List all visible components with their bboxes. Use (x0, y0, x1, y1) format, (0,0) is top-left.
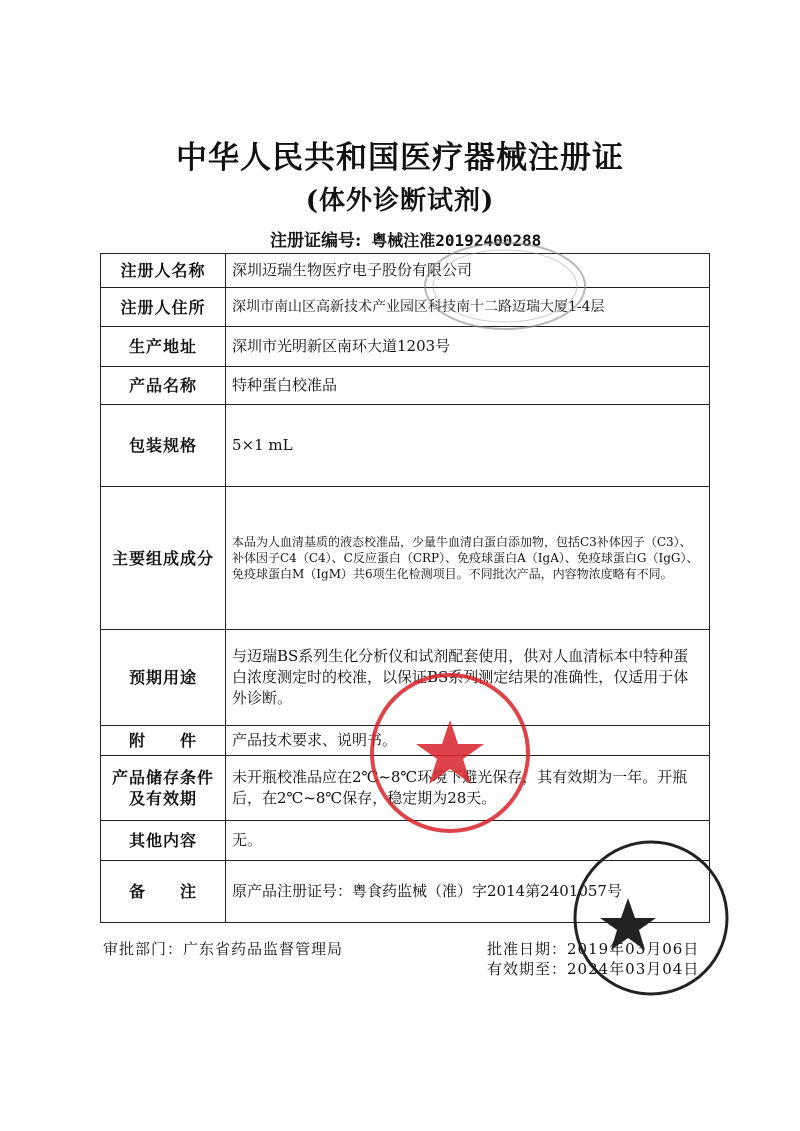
row-label: 附 件 (101, 726, 226, 756)
table-row (101, 288, 710, 327)
row-label: 备 注 (101, 861, 226, 923)
provincial-registration-seal (566, 838, 736, 998)
row-label: 注册人名称 (101, 254, 226, 288)
document-title: 中华人民共和国医疗器械注册证 (176, 140, 624, 176)
row-value: 原产品注册证号：粤食药监械（准）字2014第2401057号 (226, 861, 710, 923)
row-value: 未开瓶校准品应在2℃~8℃环境下避光保存，其有效期为一年。开瓶后，在2℃~8℃保存，稳定期为28天。 (226, 756, 710, 821)
row-value: 5×1 mL (226, 405, 710, 487)
row-label: 注册人住所 (101, 288, 226, 327)
document-subtitle: (体外诊断试剂) (305, 186, 495, 216)
row-value: 深圳市光明新区南环大道1203号 (226, 327, 710, 367)
row-label: 其他内容 (101, 821, 226, 861)
row-value: 特种蛋白校准品 (226, 367, 710, 405)
hospital-red-seal (365, 668, 535, 838)
row-label-line2: 及有效期 (128, 789, 197, 808)
row-label: 包装规格 (101, 405, 226, 487)
row-label-line1: 产品储存条件 (111, 768, 214, 787)
row-value: 无。 (226, 821, 710, 861)
row-label: 生产地址 (101, 327, 226, 367)
row-value: 本品为人血清基质的液态校准品，少量牛血清白蛋白添加物，包括C3补体因子（C3）、补体因子C4（C4）、C反应蛋白（CRP）、免疫球蛋白A（IgA）、免疫球蛋白G（IgG）、免疫球蛋白M（IgM）共6项生化检测项目。不同批次产品，内容物浓度略有不同。 (226, 487, 710, 630)
table-row (101, 254, 710, 288)
table-row (101, 367, 710, 405)
registration-number-label: 注册证编号: (270, 231, 362, 251)
table-row (101, 487, 710, 630)
row-value: 与迈瑞BS系列生化分析仪和试剂配套使用，供对人血清标本中特种蛋白浓度测定时的校准，以保证BS系列测定结果的准确性，仅适用于体外诊断。 (226, 630, 710, 726)
table-row (101, 405, 710, 487)
expiry-date: 有效期至：2024年03月04日 (487, 960, 700, 978)
row-label: 预期用途 (101, 630, 226, 726)
row-label: 主要组成成分 (101, 487, 226, 630)
approval-date: 批准日期：2019年03月06日 (487, 940, 700, 958)
registration-number-value: 粤械注准20192400288 (371, 231, 542, 250)
row-value: 产品技术要求、说明书。 (226, 726, 710, 756)
row-label: 产品名称 (101, 367, 226, 405)
row-value: 深圳迈瑞生物医疗电子股份有限公司 (226, 254, 710, 288)
row-label (101, 756, 226, 821)
row-value: 深圳市南山区高新技术产业园区科技南十二路迈瑞大厦1-4层 (226, 288, 710, 327)
table-row (101, 327, 710, 367)
company-oval-stamp (420, 238, 590, 334)
approving-authority: 审批部门：广东省药品监督管理局 (103, 940, 344, 958)
